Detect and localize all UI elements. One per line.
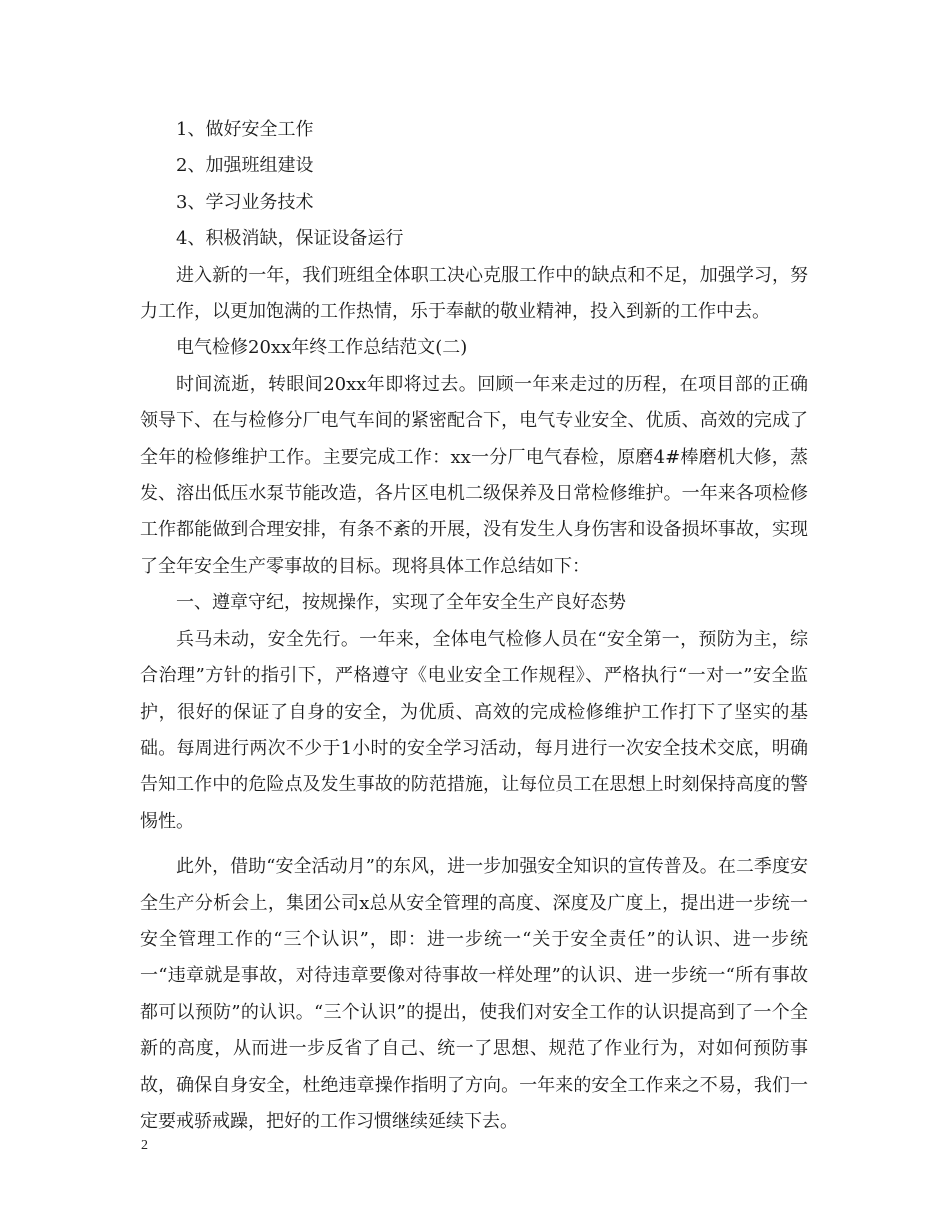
list-item: 4、积极消缺，保证设备运行 <box>176 228 404 250</box>
body-paragraph: 此外，借助“安全活动月”的东风，进一步加强安全知识的宣传普及。在二季度安全生产分析会上，集团公司x总从安全管理的高度、深度及广度上，提出进一步统一安全管理工作的“三个认识”，即：进一步统一“关于安全责任”的认识、进一步统一“违章就是事故，对待违章要像对待事故一样处理”的认识、进一步统一“所有事故都可以预防”的认识。“三个认识”的提出，使我们对安全工作的认识提高到了一个全新的高度，从而进一步反省了自己、统一了思想、规范了作业行为，对如何预防事故，确保自身安全，杜绝违章操作指明了方向。一年来的安全工作来之不易，我们一定要戒骄戒躁，把好的工作习惯继续延续下去。 <box>140 856 808 1132</box>
intro-paragraph: 进入新的一年，我们班组全体职工决心克服工作中的缺点和不足，加强学习，努力工作，以更加饱满的工作热情，乐于奉献的敬业精神，投入到新的工作中去。 <box>140 264 808 323</box>
list-item: 3、学习业务技术 <box>176 191 314 213</box>
body-paragraph: 时间流逝，转眼间20xx年即将过去。回顾一年来走过的历程，在项目部的正确领导下、在与检修分厂电气车间的紧密配合下，电气专业安全、优质、高效的完成了全年的检修维护工作。主要完成工作：xx一分厂电气春检，原磨4#棒磨机大修，蒸发、溶出低压水泵节能改造，各片区电机二级保养及日常检修维护。一年来各项检修工作都能做到合理安排，有条不紊的开展，没有发生人身伤害和设备损坏事故，实现了全年安全生产零事故的目标。现将具体工作总结如下： <box>140 373 808 577</box>
page-content <box>140 112 808 1140</box>
list-item: 1、做好安全工作 <box>176 119 314 140</box>
body-paragraph: 兵马未动，安全先行。一年来，全体电气检修人员在“安全第一，预防为主，综合治理”方针的指引下，严格遵守《电业安全工作规程》、严格执行“一对一”安全监护，很好的保证了自身的安全，为优质、高效的完成检修维护工作打下了坚实的基础。每周进行两次不少于1小时的安全学习活动，每月进行一次安全技术交底，明确告知工作中的危险点及发生事故的防范措施，让每位员工在思想上时刻保持高度的警惕性。 <box>140 628 808 832</box>
section-heading: 一、遵章守纪，按规操作，实现了全年安全生产良好态势 <box>176 592 626 614</box>
list-item: 2、加强班组建设 <box>176 155 314 177</box>
page-number: 2 <box>141 1138 148 1153</box>
section-title: 电气检修20xx年终工作总结范文(二) <box>176 337 468 359</box>
